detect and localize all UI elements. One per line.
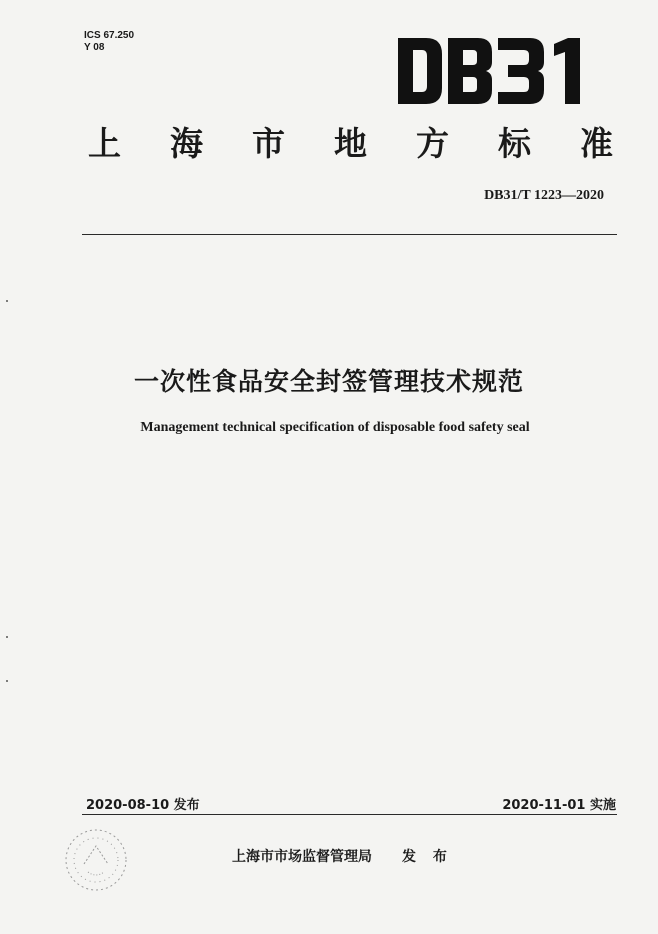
logo-letter-d — [398, 38, 442, 104]
standard-number: DB31/T 1223—2020 — [484, 188, 604, 203]
footer-divider — [82, 814, 617, 815]
issuer-name: 上海市市场监督管理局 — [232, 849, 372, 865]
seal-stamp — [60, 824, 132, 896]
standard-type-char: 地 — [334, 124, 367, 163]
ccs-code: Y 08 — [84, 42, 105, 53]
standard-type-char: 标 — [498, 124, 531, 163]
implementation-date: 2020-11-01 实施 — [502, 798, 616, 813]
standard-type-char: 海 — [170, 124, 203, 163]
issue-action: 发 布 — [402, 849, 453, 865]
scan-speck — [6, 636, 8, 638]
logo-letter-b — [448, 38, 492, 104]
header-divider — [82, 234, 617, 235]
title-english: Management technical specification of disposable food safety seal — [140, 420, 530, 435]
classification-codes — [84, 30, 134, 54]
standard-type-char: 方 — [416, 124, 449, 163]
standard-type-char: 市 — [252, 124, 285, 163]
logo-digit-3 — [498, 38, 544, 104]
title-chinese: 一次性食品安全封签管理技术规范 — [133, 367, 524, 396]
issuing-authority — [232, 846, 453, 866]
db31-logo — [398, 38, 584, 104]
scan-speck — [6, 680, 8, 682]
standard-type-heading — [88, 124, 613, 164]
logo-digit-1 — [554, 38, 580, 104]
scan-speck — [6, 300, 8, 302]
issue-date: 2020-08-10 发布 — [86, 798, 200, 813]
standard-type-char: 准 — [580, 124, 613, 163]
standard-type-char: 上 — [88, 124, 121, 163]
ics-code: ICS 67.250 — [84, 30, 135, 41]
